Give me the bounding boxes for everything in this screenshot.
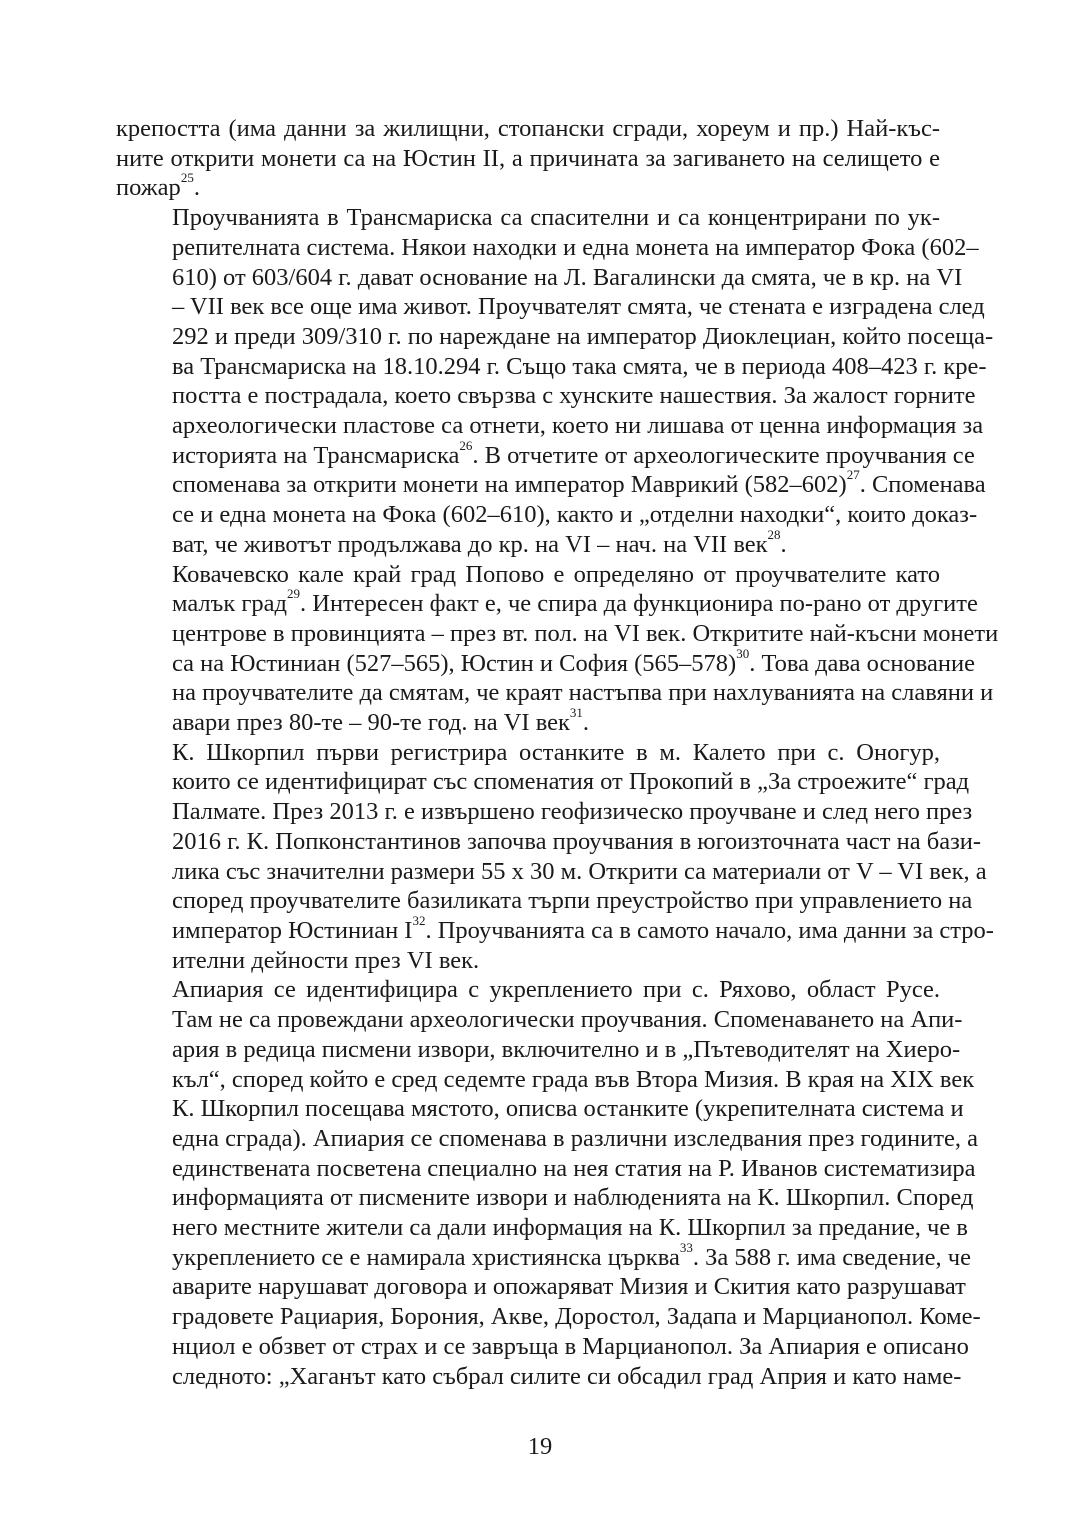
footnote-ref: 26 bbox=[459, 437, 473, 453]
text-line: ват, че животът продължава до кр. на VI – нач. на VII век$^{28}$. bbox=[172, 526, 787, 558]
text-line: лика със значителни размери 55 х 30 м. Открити са материали от V – VI век, а bbox=[172, 857, 987, 885]
text-line: крепостта (има данни за жилищни, стопански сгради, хореум и пр.) Най-къс- bbox=[116, 115, 940, 142]
text-line: градовете Рациария, Борония, Акве, Доростол, Задапа и Марцианопол. Коме- bbox=[172, 1303, 981, 1331]
text-line: пожар$^{25}$. bbox=[116, 170, 200, 202]
footnote-ref: 29 bbox=[287, 586, 300, 602]
text-line: са на Юстиниан (527–565), Юстин и София $(565-578)^{30}$. Това дава основание bbox=[172, 645, 975, 677]
text-line: къл“, според който е сред седемте града във Втора Мизия. В края на XIX век bbox=[172, 1065, 975, 1093]
text-line: историята на Трансмариска$^{26}$. В отчетите от археологическите проучвания се bbox=[172, 437, 975, 469]
text-line: една сграда). Апиария се споменава в различни изследвания през годините, а bbox=[172, 1124, 978, 1152]
text-line: ва Трансмариска на 18.10.294 г. Също така смята, че в периода 408–423 г. кре- bbox=[172, 352, 987, 380]
text-line: репителната система. Някои находки и една монета на император Фока (602– bbox=[172, 233, 979, 261]
text-line: Проучванията в Трансмариска са спасителни и са концентрирани по ук- bbox=[172, 204, 940, 232]
text-line: К. Шкорпил посещава мястото, описва останките (укрепителната система и bbox=[172, 1095, 964, 1123]
text-line: археологически пластове са отнети, което ни лишава от ценна информация за bbox=[172, 412, 984, 440]
text-line: ителни дейности през VI век. bbox=[172, 946, 480, 974]
paragraph bbox=[116, 975, 981, 1391]
text-line: единствената посветена специално на нея статия на Р. Иванов систематизира bbox=[172, 1154, 976, 1182]
paragraph bbox=[116, 203, 994, 559]
text-line: аварите нарушават договора и опожаряват Мизия и Скития като разрушават bbox=[172, 1273, 966, 1301]
text-line: се и една монета на Фока (602–610), както и „отделни находки“, които доказ- bbox=[172, 501, 978, 529]
paragraph bbox=[116, 114, 940, 203]
text-line: Там не са провеждани археологически проучвания. Споменаването на Апи- bbox=[172, 1006, 963, 1034]
text-line: 2016 г. К. Попконстантинов започва проучвания в югоизточната част на бази- bbox=[172, 827, 982, 855]
text-line: информацията от писмените извори и наблюденията на К. Шкорпил. Според bbox=[172, 1184, 974, 1212]
page-number: 19 bbox=[527, 1433, 553, 1460]
text-line: К. Шкорпил първи регистрира останките в м. Калето при с. Оногур, bbox=[172, 738, 940, 766]
text-line: Апиария се идентифицира с укреплението при с. Ряхово, област Русе. bbox=[172, 976, 940, 1004]
text-line: Ковачевско кале край град Попово е определяно от проучвателите като bbox=[172, 560, 940, 588]
text-line: постта е пострадала, което свързва с хунските нашествия. За жалост горните bbox=[172, 382, 976, 410]
text-line: 610) от 603/604 г. дават основание на Л. Вагалински да смята, че в кр. на VI bbox=[172, 263, 963, 291]
body-text bbox=[116, 114, 999, 1391]
footnote-ref: 31 bbox=[569, 705, 583, 721]
footnote-ref: 32 bbox=[412, 912, 426, 928]
text-line: него местните жители са дали информация на К. Шкорпил за предание, че в bbox=[172, 1214, 968, 1242]
text-line: 292 и преди 309/310 г. по нареждане на император Диоклециан, който посеща- bbox=[172, 322, 994, 350]
text-line: на проучвателите да смятам, че краят настъпва при нахлуванията на славяни и bbox=[172, 679, 994, 707]
text-line: следното: „Хаганът като събрал силите си обсадил град Априя и като наме- bbox=[172, 1362, 962, 1390]
text-line: центрове в провинцията – през вт. пол. на VI век. Откритите най-късни монети bbox=[172, 619, 999, 647]
text-line: император Юстиниан $I^{32}$. Проучванията са в самото начало, има данни за стро- bbox=[172, 912, 994, 944]
paragraph bbox=[116, 738, 994, 976]
text-line: ните открити монети са на Юстин II, а причината за загиването на селището е bbox=[116, 144, 940, 172]
text-line: споменава за открити монети на император Маврикий $(582-602)^{27}$. Споменава bbox=[172, 467, 986, 499]
text-line: нциол е обзвет от страх и се завръща в Марцианопол. За Апиария е описано bbox=[172, 1332, 969, 1360]
text-line: – VII век все още има живот. Проучвателят смята, че стената е изградена след bbox=[172, 293, 985, 321]
footnote-ref: 33 bbox=[679, 1239, 693, 1255]
text-line: които се идентифицират със споменатия от Прокопий в „За строежите“ град bbox=[172, 768, 970, 796]
footnote-ref: 25 bbox=[180, 170, 194, 186]
text-line: малък град$^{29}$. Интересен факт е, че спира да функционира по-рано от другите bbox=[172, 586, 978, 618]
text-line: укреплението се е намирала християнска църква$^{33}$. За 588 г. има сведение, че bbox=[172, 1239, 971, 1271]
text-line: авари през 80-те – 90-те год. на VI век$^{31}$. bbox=[172, 705, 590, 737]
footnote-ref: 27 bbox=[846, 467, 860, 483]
footnote-ref: 30 bbox=[736, 645, 750, 661]
text-line: според проучвателите базиликата търпи преустройство при управлението на bbox=[172, 887, 973, 915]
paragraph bbox=[116, 560, 999, 738]
text-line: ария в редица писмени извори, включително и в „Пътеводителят на Хиеро- bbox=[172, 1035, 961, 1063]
footnote-ref: 28 bbox=[767, 526, 781, 542]
text-line: Палмате. През 2013 г. е извършено геофизическо проучване и след него през bbox=[172, 798, 973, 826]
